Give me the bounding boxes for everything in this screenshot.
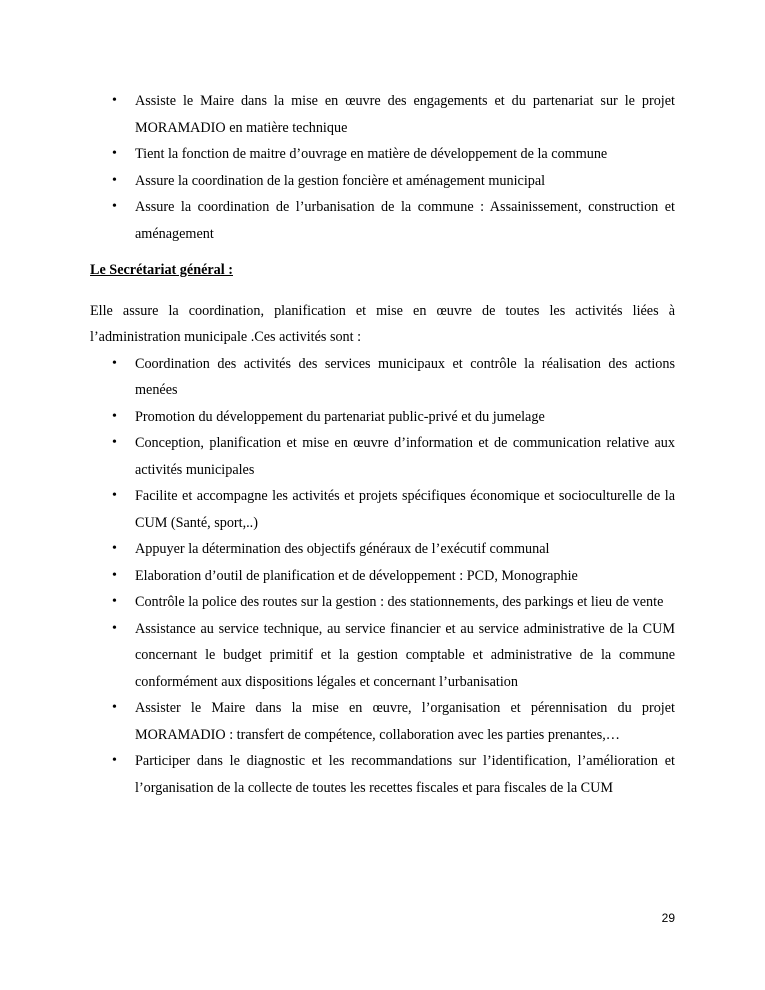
list-item: • Participer dans le diagnostic et les recommandations sur l’identification, l’amélioration et l’organisation de la collecte de toutes les recettes fiscales et para fiscales de la CUM — [90, 748, 675, 801]
list-item: • Promotion du développement du partenariat public-privé et du jumelage — [90, 404, 675, 431]
list-item: • Assister le Maire dans la mise en œuvre, l’organisation et pérennisation du projet MORAMADIO : transfert de compétence, collaboration avec les parties prenantes,… — [90, 695, 675, 748]
section-paragraph: Elle assure la coordination, planification et mise en œuvre de toutes les activités liées à l’administration municipale .Ces activités sont : — [90, 302, 675, 345]
section-heading: Le Secrétariat général : — [90, 262, 233, 278]
activities-bullet-list — [90, 351, 675, 802]
list-item: • Assiste le Maire dans la mise en œuvre des engagements et du partenariat sur le projet MORAMADIO en matière technique — [90, 88, 675, 141]
list-item: • Tient la fonction de maitre d’ouvrage en matière de développement de la commune — [90, 141, 675, 168]
document-page — [90, 88, 675, 801]
list-item: • Assistance au service technique, au service financier et au service administrative de la CUM concernant le budget primitif et la gestion comptable et administrative de la commune conformément aux dispositions légales et concernant l’urbanisation — [90, 616, 675, 696]
list-item: • Facilite et accompagne les activités et projets spécifiques économique et socioculturelle de la CUM (Santé, sport,..) — [90, 483, 675, 536]
list-item: • Assure la coordination de l’urbanisation de la commune : Assainissement, construction et aménagement — [90, 194, 675, 247]
list-item: • Appuyer la détermination des objectifs généraux de l’exécutif communal — [90, 536, 675, 563]
intro-bullet-list — [90, 88, 675, 247]
list-item: • Elaboration d’outil de planification et de développement : PCD, Monographie — [90, 563, 675, 590]
list-item: • Coordination des activités des services municipaux et contrôle la réalisation des actions menées — [90, 351, 675, 404]
page-number: 29 — [661, 911, 675, 925]
list-item: • Conception, planification et mise en œuvre d’information et de communication relative aux activités municipales — [90, 430, 675, 483]
list-item: • Assure la coordination de la gestion foncière et aménagement municipal — [90, 168, 675, 195]
list-item: • Contrôle la police des routes sur la gestion : des stationnements, des parkings et lieu de vente — [90, 589, 675, 616]
